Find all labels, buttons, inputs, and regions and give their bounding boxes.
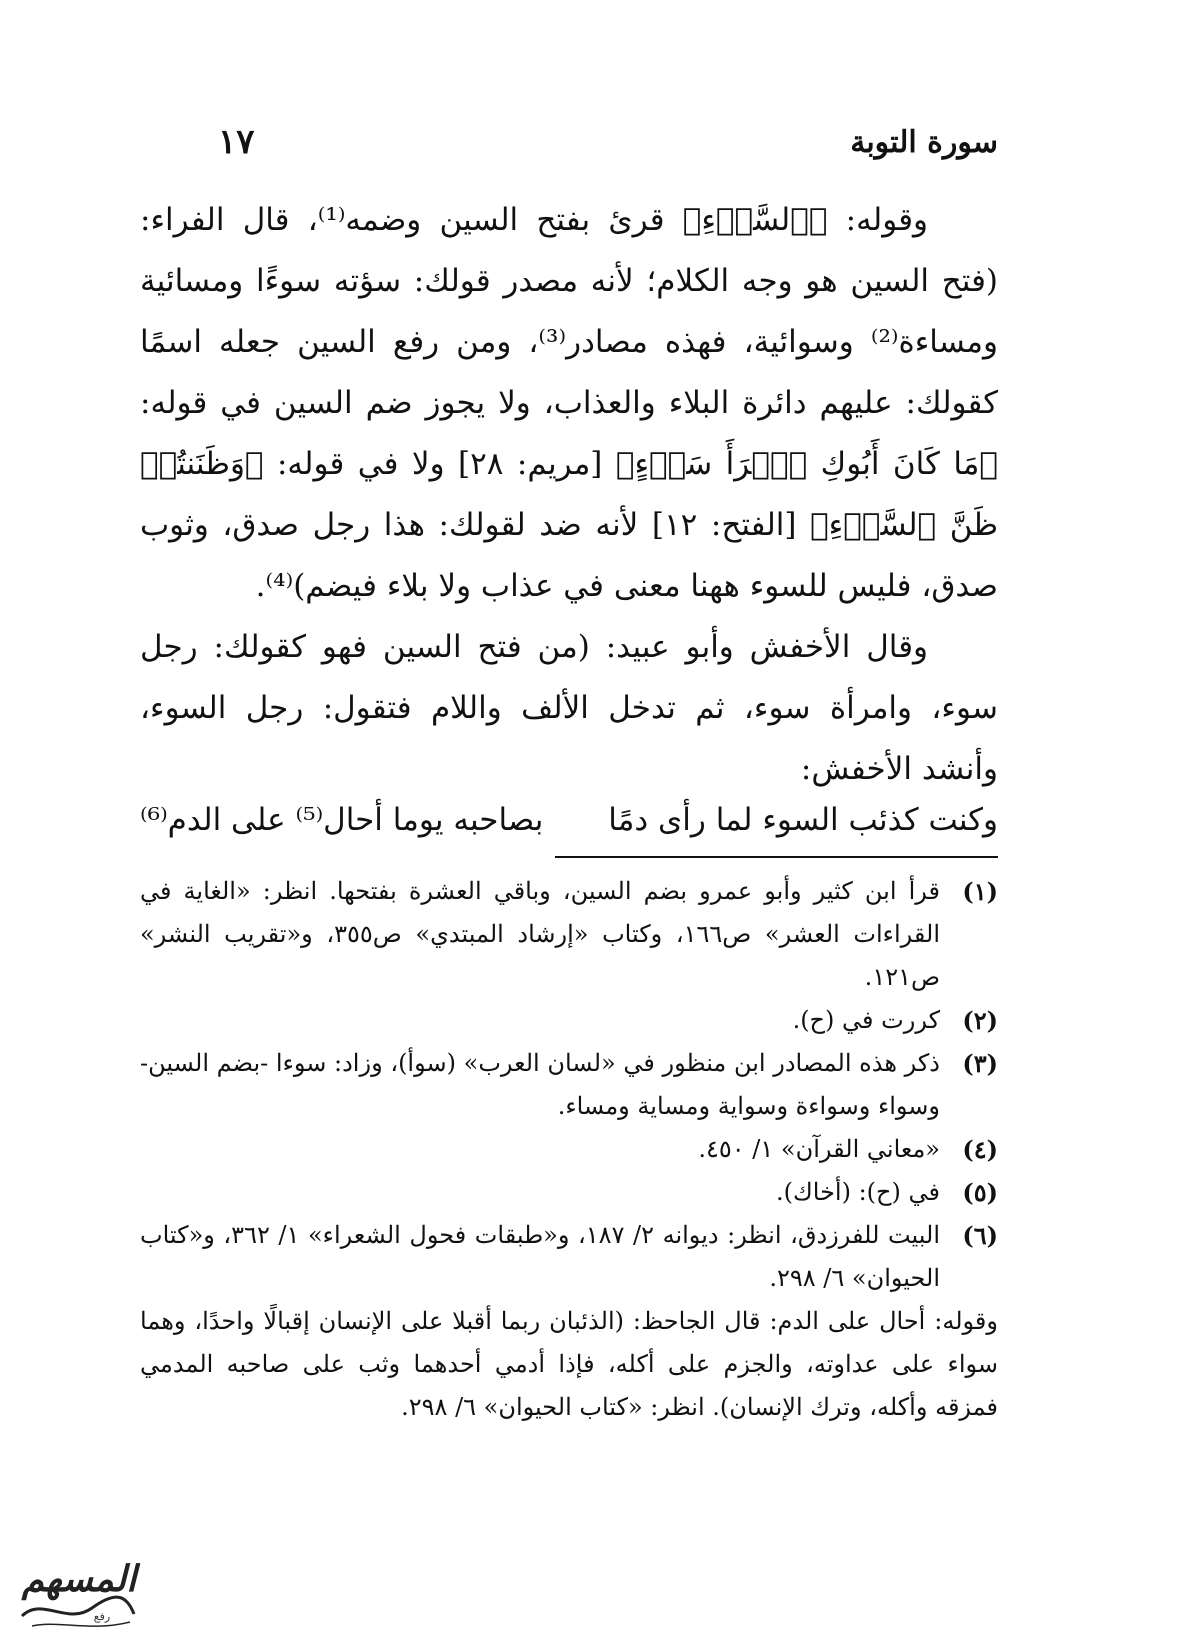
surah-title: سورة التوبة	[850, 124, 998, 160]
footnote-6	[140, 1214, 998, 1300]
footnote-number: (٢)	[962, 1006, 998, 1035]
footnote-text: البيت للفرزدق، انظر: ديوانه ٢/ ١٨٧، و«طبقات فحول الشعراء» ١/ ٣٦٢، و«كتاب الحيوان» ٦/ ٢٩٨.	[140, 1221, 940, 1292]
footnote-number: (٦)	[962, 1221, 998, 1250]
verse-second-hemistich: بصاحبه يوما أحال⁽⁵⁾ على الدم⁽⁶⁾	[140, 802, 544, 838]
footnote-number: (١)	[962, 877, 998, 906]
poetry-verse	[140, 790, 998, 850]
footnote-text: كررت في (ح).	[792, 1006, 940, 1034]
footnote-1	[140, 870, 998, 999]
footnote-5	[140, 1171, 998, 1214]
footnote-text: ذكر هذه المصادر ابن منظور في «لسان العرب» (سوأ)، وزاد: سوءا -بضم السين- وسواء وسواءة وسواية ومساية ومساء.	[140, 1049, 940, 1120]
footnote-text: «معاني القرآن» ١/ ٤٥٠.	[698, 1135, 940, 1163]
footnote-text: قرأ ابن كثير وأبو عمرو بضم السين، وباقي العشرة بفتحها. انظر: «الغاية في القراءات العشر» ص١٦٦، وكتاب «إرشاد المبتدي» ص٣٥٥، و«تقريب النشر» ص١٢١.	[140, 877, 940, 991]
main-text	[140, 190, 998, 800]
footnote-4	[140, 1128, 998, 1171]
paragraph-2: وقال الأخفش وأبو عبيد: (من فتح السين فهو كقولك: رجل سوء، وامرأة سوء، ثم تدخل الألف واللام فتقول: رجل السوء، وأنشد الأخفش:	[140, 629, 998, 787]
paragraph-1: وقوله: ﴿ٱلسَّوۡءِ﴾ قرئ بفتح السين وضمه⁽¹⁾، قال الفراء: (فتح السين هو وجه الكلام؛ لأنه مصدر قولك: سؤته سوءًا ومسائية ومساءة⁽²⁾ وسوائية، فهذه مصادر⁽³⁾، ومن رفع السين جعله اسمًا كقولك: عليهم دائرة البلاء والعذاب، ولا يجوز ضم السين في قوله: ﴿مَا كَانَ أَبُوكِ ٱمۡرَأَ سَوۡءٍ﴾ [مريم: ٢٨] ولا في قوله: ﴿وَظَنَنتُمۡ ظَنَّ ٱلسَّوۡءِ﴾ [الفتح: ١٢] لأنه ضد لقولك: هذا رجل صدق، وثوب صدق، فليس للسوء ههنا معنى في عذاب ولا بلاء فيضم)⁽⁴⁾.	[140, 202, 998, 604]
publisher-watermark	[12, 1556, 142, 1642]
footnote-number: (٤)	[962, 1135, 998, 1164]
footnote-commentary: وقوله: أحال على الدم: قال الجاحظ: (الذئبان ربما أقبلا على الإنسان إقبالًا واحدًا، وهما سواء على عداوته، والجزم على أكله، فإذا أدمي أحدهما وثب على صاحبه المدمي فمزقه وأكله، وترك الإنسان). انظر: «كتاب الحيوان» ٦/ ٢٩٨.	[140, 1307, 998, 1421]
footnote-3	[140, 1042, 998, 1128]
footnote-number: (٥)	[962, 1178, 998, 1207]
footnote-2	[140, 999, 998, 1042]
footnote-separator	[555, 856, 998, 858]
footnotes	[140, 870, 998, 1429]
watermark-logo-text: المسهم	[21, 1558, 137, 1600]
page-header	[218, 112, 998, 172]
footnote-number: (٣)	[962, 1049, 998, 1078]
watermark-small-text: رفع	[93, 1610, 111, 1623]
page-number: ١٧	[218, 122, 255, 162]
footnote-text: في (ح): (أخاك).	[776, 1178, 940, 1206]
verse-first-hemistich: وكنت كذئب السوء لما رأى دمًا	[608, 802, 998, 838]
